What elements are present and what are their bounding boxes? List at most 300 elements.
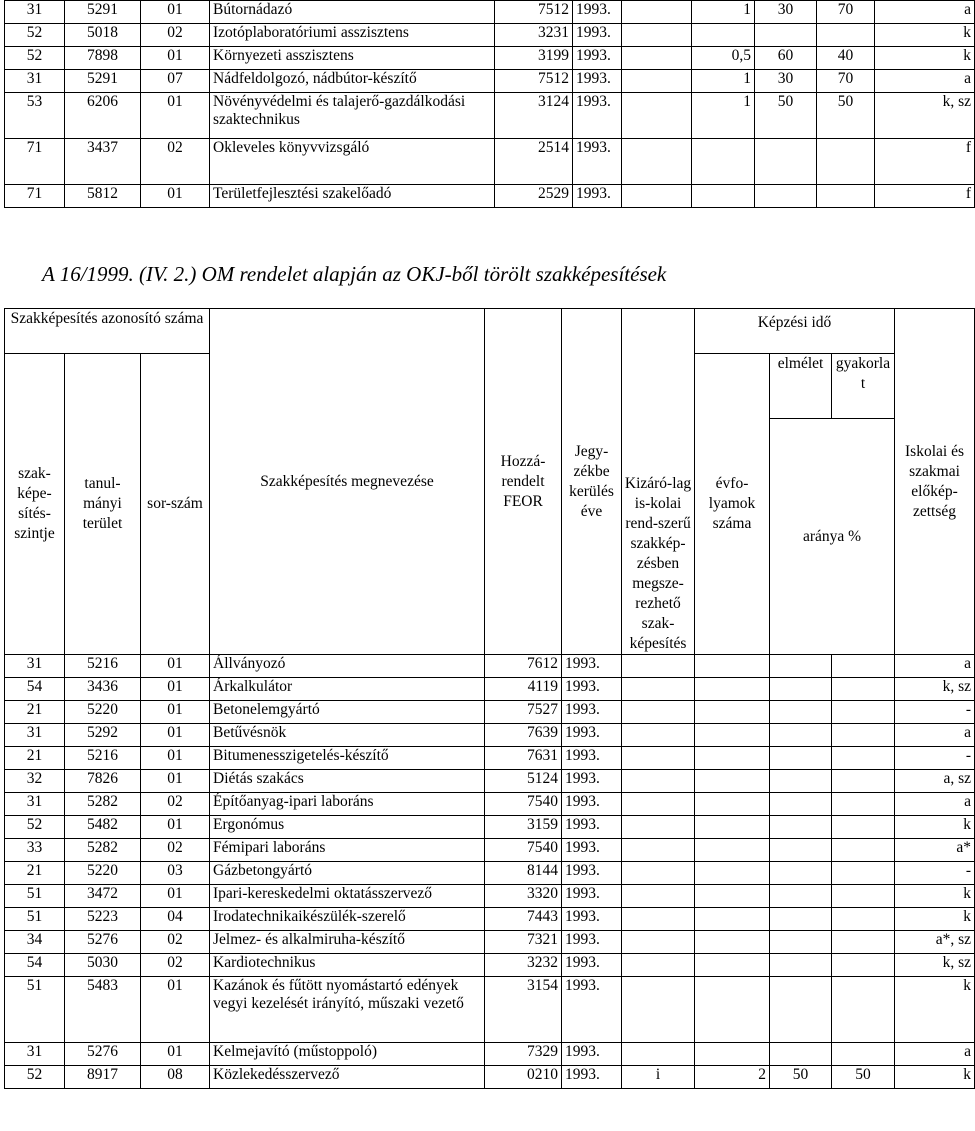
- name-cell: Okleveles könyvvizsgáló: [210, 139, 495, 185]
- feor-cell: 3320: [485, 885, 562, 908]
- table-row: [5, 839, 975, 862]
- area-cell: 5220: [65, 701, 141, 724]
- area-cell: 3472: [65, 885, 141, 908]
- practice-cell: 50: [832, 1066, 895, 1089]
- area-cell: 5282: [65, 839, 141, 862]
- level-cell: 52: [5, 1066, 65, 1089]
- seq-cell: 02: [141, 24, 210, 47]
- school-cell: [622, 724, 695, 747]
- theory-cell: 30: [755, 70, 817, 93]
- year-cell: 1993.: [562, 816, 622, 839]
- name-cell: Fémipari laboráns: [210, 839, 485, 862]
- name-cell: Betonelemgyártó: [210, 701, 485, 724]
- practice-cell: [832, 655, 895, 678]
- feor-cell: 7512: [495, 1, 573, 24]
- seq-cell: 01: [141, 770, 210, 793]
- theory-cell: 30: [755, 1, 817, 24]
- level-cell: 71: [5, 185, 65, 208]
- seq-cell: 02: [141, 139, 210, 185]
- table-row: [5, 977, 975, 1043]
- practice-cell: 40: [817, 47, 875, 70]
- table-row: [5, 908, 975, 931]
- prereq-cell: k: [895, 977, 975, 1043]
- level-cell: 31: [5, 70, 65, 93]
- prereq-cell: f: [875, 185, 975, 208]
- theory-cell: [755, 139, 817, 185]
- level-cell: 51: [5, 885, 65, 908]
- table-row: [5, 816, 975, 839]
- table-row: [5, 24, 975, 47]
- grades-cell: 2: [695, 1066, 770, 1089]
- table-row: [5, 139, 975, 185]
- name-cell: Ergonómus: [210, 816, 485, 839]
- seq-cell: 01: [141, 655, 210, 678]
- school-cell: [622, 70, 692, 93]
- level-cell: 21: [5, 701, 65, 724]
- table-row: [5, 885, 975, 908]
- table-row: [5, 701, 975, 724]
- practice-cell: [832, 839, 895, 862]
- level-cell: 52: [5, 816, 65, 839]
- name-cell: Állványozó: [210, 655, 485, 678]
- year-cell: 1993.: [573, 93, 622, 139]
- year-cell: 1993.: [573, 185, 622, 208]
- feor-cell: 7512: [495, 70, 573, 93]
- seq-cell: 01: [141, 885, 210, 908]
- table-row: [5, 770, 975, 793]
- name-cell: Területfejlesztési szakelőadó: [210, 185, 495, 208]
- grades-cell: [692, 139, 755, 185]
- name-cell: Bitumenesszigetelés-készítő: [210, 747, 485, 770]
- level-cell: 51: [5, 908, 65, 931]
- prereq-cell: k: [895, 1066, 975, 1089]
- practice-cell: [832, 862, 895, 885]
- area-cell: 5291: [65, 70, 141, 93]
- theory-cell: [770, 862, 832, 885]
- section-heading: A 16/1999. (IV. 2.) OM rendelet alapján az OKJ-ből törölt szakképesítések: [42, 262, 667, 286]
- grades-cell: [695, 954, 770, 977]
- name-cell: Irodatechnikaikészülék-szerelő: [210, 908, 485, 931]
- seq-cell: 01: [141, 678, 210, 701]
- feor-cell: 3232: [485, 954, 562, 977]
- header-ratio: aránya %: [770, 419, 895, 655]
- theory-cell: [770, 885, 832, 908]
- prereq-cell: k: [895, 908, 975, 931]
- area-cell: 5276: [65, 931, 141, 954]
- level-cell: 32: [5, 770, 65, 793]
- name-cell: Kelmejavító (műstoppoló): [210, 1043, 485, 1066]
- level-cell: 52: [5, 24, 65, 47]
- level-cell: 31: [5, 1, 65, 24]
- feor-cell: 0210: [485, 1066, 562, 1089]
- prereq-cell: k: [895, 816, 975, 839]
- feor-cell: 7321: [485, 931, 562, 954]
- prereq-cell: -: [895, 862, 975, 885]
- theory-cell: [770, 793, 832, 816]
- practice-cell: [832, 701, 895, 724]
- feor-cell: 7443: [485, 908, 562, 931]
- level-cell: 53: [5, 93, 65, 139]
- grades-cell: [692, 24, 755, 47]
- school-cell: [622, 93, 692, 139]
- prereq-cell: a: [875, 70, 975, 93]
- year-cell: 1993.: [573, 24, 622, 47]
- practice-cell: [832, 793, 895, 816]
- feor-cell: 4119: [485, 678, 562, 701]
- level-cell: 21: [5, 862, 65, 885]
- prereq-cell: k, sz: [895, 954, 975, 977]
- practice-cell: [817, 24, 875, 47]
- feor-cell: 8144: [485, 862, 562, 885]
- prereq-cell: k: [875, 24, 975, 47]
- area-cell: 5483: [65, 977, 141, 1043]
- prereq-cell: k: [875, 47, 975, 70]
- school-cell: [622, 885, 695, 908]
- school-cell: [622, 839, 695, 862]
- grades-cell: [695, 678, 770, 701]
- year-cell: 1993.: [573, 1, 622, 24]
- header-id-group: Szakképesítés azonosító száma: [5, 309, 210, 354]
- year-cell: 1993.: [573, 47, 622, 70]
- grades-cell: [695, 793, 770, 816]
- grades-cell: [695, 655, 770, 678]
- theory-cell: 50: [755, 93, 817, 139]
- theory-cell: [755, 185, 817, 208]
- table-row: [5, 954, 975, 977]
- level-cell: 31: [5, 724, 65, 747]
- prereq-cell: a*, sz: [895, 931, 975, 954]
- year-cell: 1993.: [562, 747, 622, 770]
- theory-cell: [770, 839, 832, 862]
- year-cell: 1993.: [562, 724, 622, 747]
- year-cell: 1993.: [562, 885, 622, 908]
- feor-cell: 3159: [485, 816, 562, 839]
- prereq-cell: f: [875, 139, 975, 185]
- seq-cell: 01: [141, 93, 210, 139]
- prereq-cell: k, sz: [895, 678, 975, 701]
- seq-cell: 03: [141, 862, 210, 885]
- header-school-only: Kizáró-lag is-kolai rend-szerű szakkép-zésben megsze-rezhető szak-képesítés: [622, 309, 695, 655]
- table-row: [5, 1043, 975, 1066]
- name-cell: Jelmez- és alkalmiruha-készítő: [210, 931, 485, 954]
- grades-cell: [692, 185, 755, 208]
- theory-cell: [770, 954, 832, 977]
- prereq-cell: k: [895, 885, 975, 908]
- table-row: [5, 70, 975, 93]
- feor-cell: 2514: [495, 139, 573, 185]
- level-cell: 34: [5, 931, 65, 954]
- school-cell: [622, 954, 695, 977]
- theory-cell: [770, 908, 832, 931]
- school-cell: [622, 1043, 695, 1066]
- feor-cell: 7527: [485, 701, 562, 724]
- year-cell: 1993.: [562, 862, 622, 885]
- table-row: [5, 47, 975, 70]
- practice-cell: [832, 747, 895, 770]
- level-cell: 71: [5, 139, 65, 185]
- area-cell: 7898: [65, 47, 141, 70]
- seq-cell: 01: [141, 47, 210, 70]
- header-theory: elmélet: [770, 354, 832, 419]
- grades-cell: [695, 931, 770, 954]
- theory-cell: [770, 747, 832, 770]
- table-row: [5, 862, 975, 885]
- practice-cell: 70: [817, 1, 875, 24]
- area-cell: 3436: [65, 678, 141, 701]
- header-seq: sor-szám: [141, 354, 210, 655]
- feor-cell: 7329: [485, 1043, 562, 1066]
- table-row: [5, 1066, 975, 1089]
- table-row: [5, 931, 975, 954]
- grades-cell: 1: [692, 1, 755, 24]
- name-cell: Gázbetongyártó: [210, 862, 485, 885]
- feor-cell: 7612: [485, 655, 562, 678]
- year-cell: 1993.: [562, 931, 622, 954]
- prereq-cell: a: [895, 793, 975, 816]
- year-cell: 1993.: [562, 908, 622, 931]
- practice-cell: [832, 885, 895, 908]
- area-cell: 5223: [65, 908, 141, 931]
- seq-cell: 04: [141, 908, 210, 931]
- practice-cell: [832, 816, 895, 839]
- level-cell: 21: [5, 747, 65, 770]
- school-cell: [622, 185, 692, 208]
- practice-cell: [832, 931, 895, 954]
- level-cell: 31: [5, 1043, 65, 1066]
- theory-cell: [770, 701, 832, 724]
- school-cell: [622, 678, 695, 701]
- header-name: Szakképesítés megnevezése: [210, 309, 485, 655]
- table-row: [5, 185, 975, 208]
- school-cell: [622, 655, 695, 678]
- seq-cell: 01: [141, 724, 210, 747]
- feor-cell: 7631: [485, 747, 562, 770]
- practice-cell: [832, 908, 895, 931]
- table-row: [5, 793, 975, 816]
- prereq-cell: a: [895, 724, 975, 747]
- area-cell: 5018: [65, 24, 141, 47]
- table-row: [5, 678, 975, 701]
- practice-cell: [832, 770, 895, 793]
- grades-cell: [695, 770, 770, 793]
- seq-cell: 01: [141, 1, 210, 24]
- feor-cell: 3199: [495, 47, 573, 70]
- area-cell: 5292: [65, 724, 141, 747]
- table-row: [5, 724, 975, 747]
- practice-cell: [832, 678, 895, 701]
- grades-cell: [695, 977, 770, 1043]
- grades-cell: [695, 724, 770, 747]
- feor-cell: 7540: [485, 793, 562, 816]
- name-cell: Izotóplaboratóriumi asszisztens: [210, 24, 495, 47]
- prereq-cell: a, sz: [895, 770, 975, 793]
- name-cell: Árkalkulátor: [210, 678, 485, 701]
- feor-cell: 3231: [495, 24, 573, 47]
- name-cell: Kardiotechnikus: [210, 954, 485, 977]
- feor-cell: 7540: [485, 839, 562, 862]
- theory-cell: 60: [755, 47, 817, 70]
- level-cell: 52: [5, 47, 65, 70]
- year-cell: 1993.: [562, 1043, 622, 1066]
- area-cell: 5812: [65, 185, 141, 208]
- theory-cell: [770, 931, 832, 954]
- feor-cell: 7639: [485, 724, 562, 747]
- prereq-cell: a*: [895, 839, 975, 862]
- grades-cell: [695, 862, 770, 885]
- seq-cell: 08: [141, 1066, 210, 1089]
- name-cell: Diétás szakács: [210, 770, 485, 793]
- grades-cell: [695, 1043, 770, 1066]
- grades-cell: [695, 839, 770, 862]
- seq-cell: 02: [141, 954, 210, 977]
- school-cell: [622, 24, 692, 47]
- header-training-time: Képzési idő: [695, 309, 895, 354]
- prereq-cell: -: [895, 701, 975, 724]
- school-cell: i: [622, 1066, 695, 1089]
- year-cell: 1993.: [562, 770, 622, 793]
- area-cell: 5216: [65, 655, 141, 678]
- table-row: [5, 747, 975, 770]
- theory-cell: [770, 816, 832, 839]
- name-cell: Környezeti asszisztens: [210, 47, 495, 70]
- theory-cell: [770, 770, 832, 793]
- seq-cell: 07: [141, 70, 210, 93]
- name-cell: Nádfeldolgozó, nádbútor-készítő: [210, 70, 495, 93]
- name-cell: Betűvésnök: [210, 724, 485, 747]
- seq-cell: 01: [141, 747, 210, 770]
- level-cell: 51: [5, 977, 65, 1043]
- level-cell: 54: [5, 954, 65, 977]
- feor-cell: 5124: [485, 770, 562, 793]
- school-cell: [622, 862, 695, 885]
- area-cell: 5291: [65, 1, 141, 24]
- level-cell: 31: [5, 655, 65, 678]
- practice-cell: [817, 139, 875, 185]
- school-cell: [622, 1, 692, 24]
- year-cell: 1993.: [562, 793, 622, 816]
- level-cell: 31: [5, 793, 65, 816]
- area-cell: 8917: [65, 1066, 141, 1089]
- prereq-cell: a: [895, 655, 975, 678]
- year-cell: 1993.: [562, 839, 622, 862]
- header-level: szak-képe-sítés-szintje: [5, 354, 65, 655]
- header-prereq: Iskolai és szakmai előkép-zettség: [895, 309, 975, 655]
- year-cell: 1993.: [562, 1066, 622, 1089]
- seq-cell: 01: [141, 185, 210, 208]
- school-cell: [622, 770, 695, 793]
- practice-cell: [832, 724, 895, 747]
- area-cell: 5282: [65, 793, 141, 816]
- theory-cell: [770, 678, 832, 701]
- top-table: [4, 0, 975, 208]
- theory-cell: 50: [770, 1066, 832, 1089]
- area-cell: 5482: [65, 816, 141, 839]
- feor-cell: 3154: [485, 977, 562, 1043]
- feor-cell: 3124: [495, 93, 573, 139]
- seq-cell: 02: [141, 931, 210, 954]
- grades-cell: [695, 747, 770, 770]
- year-cell: 1993.: [562, 977, 622, 1043]
- school-cell: [622, 747, 695, 770]
- grades-cell: 1: [692, 70, 755, 93]
- level-cell: 33: [5, 839, 65, 862]
- header-practice: gyakorla t: [832, 354, 895, 419]
- seq-cell: 02: [141, 839, 210, 862]
- header-area: tanul-mányi terület: [65, 354, 141, 655]
- grades-cell: 1: [692, 93, 755, 139]
- seq-cell: 02: [141, 793, 210, 816]
- feor-cell: 2529: [495, 185, 573, 208]
- prereq-cell: a: [875, 1, 975, 24]
- header-year: Jegy-zékbe kerülés éve: [562, 309, 622, 655]
- school-cell: [622, 47, 692, 70]
- area-cell: 5216: [65, 747, 141, 770]
- theory-cell: [770, 977, 832, 1043]
- school-cell: [622, 139, 692, 185]
- area-cell: 5276: [65, 1043, 141, 1066]
- practice-cell: [832, 1043, 895, 1066]
- year-cell: 1993.: [562, 701, 622, 724]
- name-cell: Növényvédelmi és talajerő-gazdálkodási szaktechnikus: [210, 93, 495, 139]
- prereq-cell: a: [895, 1043, 975, 1066]
- theory-cell: [770, 724, 832, 747]
- year-cell: 1993.: [573, 139, 622, 185]
- practice-cell: 70: [817, 70, 875, 93]
- seq-cell: 01: [141, 816, 210, 839]
- name-cell: Kazánok és fűtött nyomástartó edények vegyi kezelését irányító, műszaki vezető: [210, 977, 485, 1043]
- grades-cell: [695, 908, 770, 931]
- header-grades: évfo-lyamok száma: [695, 354, 770, 655]
- area-cell: 7826: [65, 770, 141, 793]
- year-cell: 1993.: [562, 655, 622, 678]
- prereq-cell: k, sz: [875, 93, 975, 139]
- area-cell: 3437: [65, 139, 141, 185]
- seq-cell: 01: [141, 977, 210, 1043]
- area-cell: 5030: [65, 954, 141, 977]
- school-cell: [622, 816, 695, 839]
- year-cell: 1993.: [562, 678, 622, 701]
- name-cell: Közlekedésszervező: [210, 1066, 485, 1089]
- theory-cell: [770, 655, 832, 678]
- practice-cell: [832, 977, 895, 1043]
- theory-cell: [770, 1043, 832, 1066]
- name-cell: Ipari-kereskedelmi oktatásszervező: [210, 885, 485, 908]
- area-cell: 5220: [65, 862, 141, 885]
- main-table: [4, 308, 975, 1089]
- school-cell: [622, 701, 695, 724]
- theory-cell: [755, 24, 817, 47]
- year-cell: 1993.: [573, 70, 622, 93]
- area-cell: 6206: [65, 93, 141, 139]
- grades-cell: 0,5: [692, 47, 755, 70]
- school-cell: [622, 931, 695, 954]
- seq-cell: 01: [141, 701, 210, 724]
- header-feor: Hozzá-rendelt FEOR: [485, 309, 562, 655]
- practice-cell: [832, 954, 895, 977]
- school-cell: [622, 977, 695, 1043]
- name-cell: Építőanyag-ipari laboráns: [210, 793, 485, 816]
- practice-cell: 50: [817, 93, 875, 139]
- table-row: [5, 93, 975, 139]
- level-cell: 54: [5, 678, 65, 701]
- table-row: [5, 1, 975, 24]
- practice-cell: [817, 185, 875, 208]
- seq-cell: 01: [141, 1043, 210, 1066]
- school-cell: [622, 793, 695, 816]
- school-cell: [622, 908, 695, 931]
- table-row: [5, 655, 975, 678]
- prereq-cell: -: [895, 747, 975, 770]
